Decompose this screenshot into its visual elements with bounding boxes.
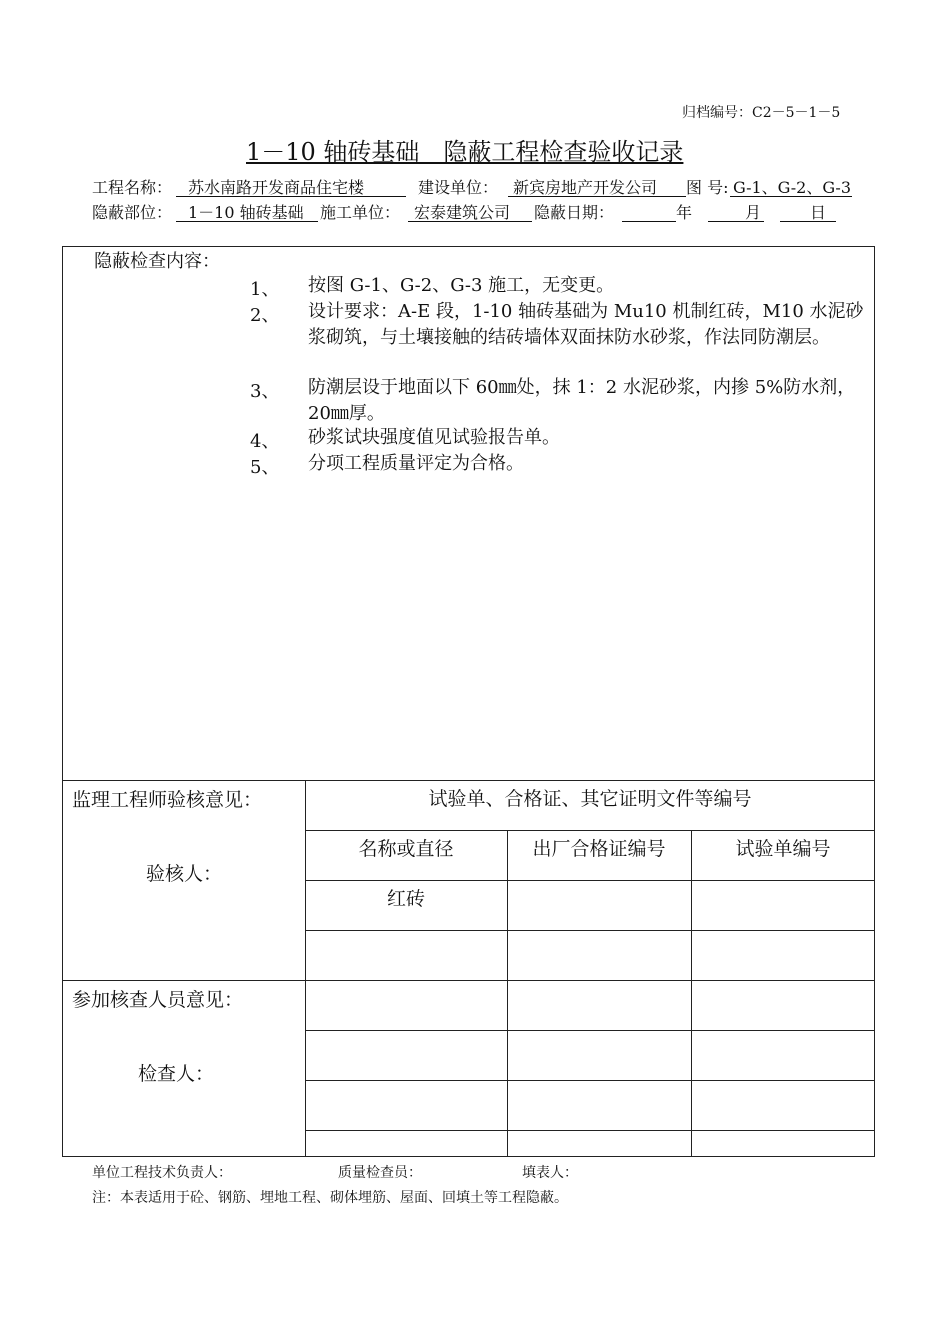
hidden-part-underline xyxy=(176,221,318,222)
docs-col-name: 名称或直径 xyxy=(358,838,454,860)
tech-lead-label: 单位工程技术负责人： xyxy=(92,1165,232,1181)
contractor-label: 施工单位： xyxy=(320,203,401,222)
table-col-divider-2 xyxy=(691,830,692,1157)
inspection-item-text: 按图 G-1、G-2、G-3 施工，无变更。 xyxy=(308,275,615,296)
hidden-date-label: 隐蔽日期： xyxy=(534,203,615,222)
table-row-line-4 xyxy=(305,1030,875,1031)
drawing-no-underline xyxy=(730,196,852,197)
table-row-line-5 xyxy=(305,1080,875,1081)
supervisor-signer-label: 验核人： xyxy=(146,863,223,885)
section-divider-inspection xyxy=(62,780,875,781)
inspection-item-text: 砂浆试块强度值见试验报告单。 xyxy=(308,427,560,448)
supervisor-opinion-label: 监理工程师验核意见： xyxy=(72,789,263,811)
month-label: 月 xyxy=(745,203,762,222)
table-row-line-2 xyxy=(305,880,875,881)
drawing-no-label: 图 号: xyxy=(686,178,729,197)
docs-row-name: 红砖 xyxy=(386,888,425,910)
year-label: 年 xyxy=(676,203,693,222)
day-blank xyxy=(780,221,836,222)
inspection-item-number: 1、 xyxy=(250,279,280,300)
footnote: 注：本表适用于砼、钢筋、埋地工程、砌体埋筋、屋面、回填土等工程隐蔽。 xyxy=(92,1190,568,1206)
docs-col-test: 试验单编号 xyxy=(735,838,831,860)
inspection-item-number: 4、 xyxy=(250,431,280,452)
builder-value: 新宾房地产开发公司 xyxy=(513,178,658,197)
filler-label: 填表人： xyxy=(522,1165,578,1181)
year-blank xyxy=(622,221,676,222)
inspection-item-number: 5、 xyxy=(250,457,280,478)
participants-opinion-label: 参加核查人员意见： xyxy=(72,989,244,1011)
project-name-value: 苏水南路开发商品住宅楼 xyxy=(188,178,365,197)
builder-label: 建设单位： xyxy=(418,178,499,197)
project-name-label: 工程名称： xyxy=(92,178,173,197)
hidden-part-label: 隐蔽部位： xyxy=(92,203,173,222)
builder-underline xyxy=(508,196,686,197)
inspection-item-text: 设计要求：A-E 段，1-10 轴砖基础为 Mu10 机制红砖，M10 水泥砂浆砌筑，与土壤接触的结砖墙体双面抹防水砂浆，作法同防潮层。 xyxy=(308,301,864,348)
docs-table-caption: 试验单、合格证、其它证明文件等编号 xyxy=(428,788,752,810)
contractor-underline xyxy=(408,221,532,222)
table-row-line-1 xyxy=(305,830,875,831)
day-label: 日 xyxy=(810,203,827,222)
inspection-item-number: 3、 xyxy=(250,381,280,402)
page-title: 1－10 轴砖基础 隐蔽工程检查验收记录 xyxy=(246,138,684,166)
quality-inspector-label: 质量检查员： xyxy=(338,1165,422,1181)
table-row-line-6 xyxy=(305,1130,875,1131)
docs-col-cert: 出厂合格证编号 xyxy=(532,838,666,860)
participants-signer-label: 检查人： xyxy=(138,1063,215,1085)
archive-number: 归档编号：C2－5－1－5 xyxy=(682,105,841,121)
section-divider-supervisor xyxy=(62,980,875,981)
table-row-line-3 xyxy=(305,930,875,931)
drawing-no-value: G-1、G-2、G-3 xyxy=(733,178,851,197)
inspection-item-number: 2、 xyxy=(250,305,280,326)
inspection-item-text: 防潮层设于地面以下 60㎜处，抹 1：2 水泥砂浆，内掺 5%防水剂，20㎜厚。 xyxy=(308,377,856,424)
inspection-heading: 隐蔽检查内容： xyxy=(94,251,220,272)
contractor-value: 宏泰建筑公司 xyxy=(414,203,511,222)
inspection-item-text: 分项工程质量评定为合格。 xyxy=(308,453,524,474)
table-col-divider-1 xyxy=(507,830,508,1157)
hidden-part-value: 1－10 轴砖基础 xyxy=(188,203,304,222)
project-name-underline xyxy=(176,196,406,197)
